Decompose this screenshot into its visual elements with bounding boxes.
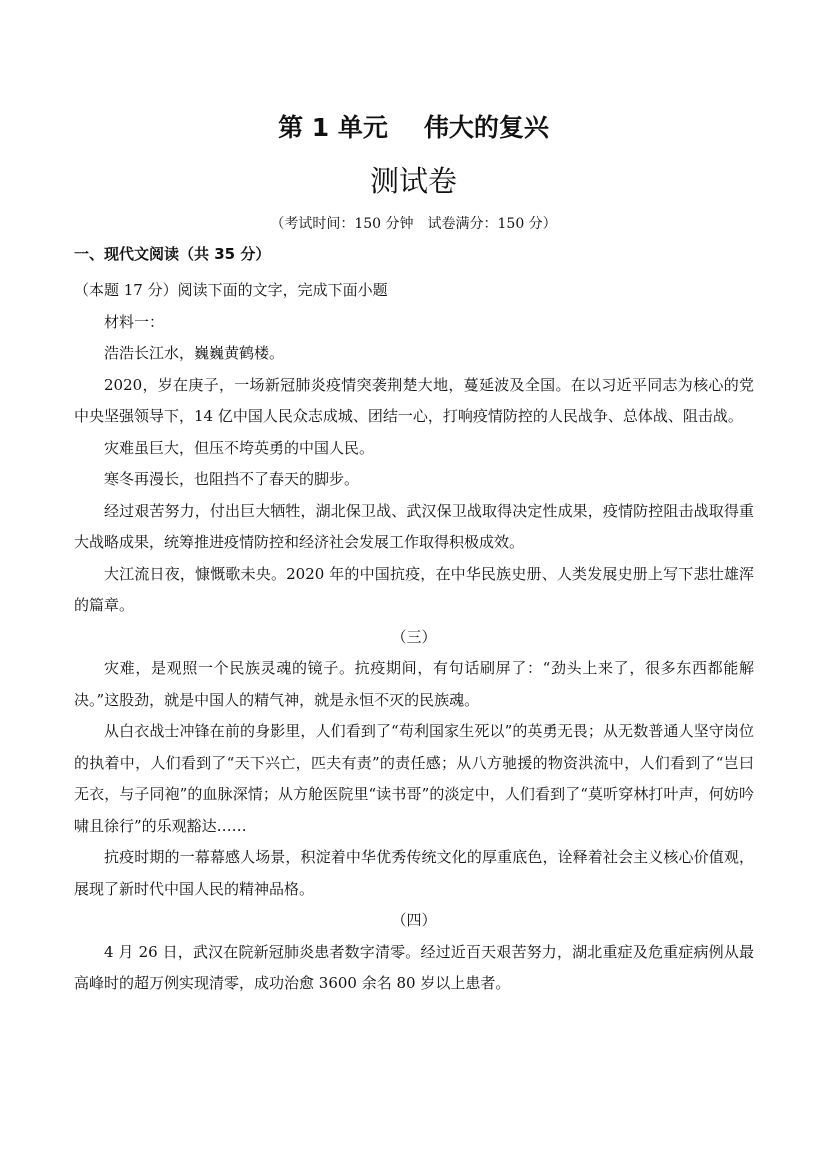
section-3-heading: （三） xyxy=(391,627,437,646)
paragraph: 灾难，是观照一个民族灵魂的镜子。抗疫期间，有句话刷屏了：“劲头上来了，很多东西都能解决。”这股劲，就是中国人的精气神，就是永恒不灭的民族魂。 xyxy=(74,659,754,709)
exam-score: 试卷满分：150 分） xyxy=(427,216,557,232)
paragraph: 2020，岁在庚子，一场新冠肺炎疫情突袭荆楚大地，蔓延波及全国。在以习近平同志为核心的党中央坚强领导下，14 亿中国人民众志成城、团结一心，打响疫情防控的人民战争、总体战、阻击战。 xyxy=(74,375,754,425)
paragraph: 灾难虽巨大，但压不垮英勇的中国人民。 xyxy=(104,438,375,457)
unit-name: 伟大的复兴 xyxy=(423,113,549,142)
paragraph: 大江流日夜，慷慨歌未央。2020 年的中国抗疫，在中华民族史册、人类发展史册上写下悲壮雄浑的篇章。 xyxy=(74,564,754,614)
unit-number: 第 1 单元 xyxy=(278,113,388,142)
section-heading: 一、现代文阅读（共 35 分） xyxy=(74,245,271,263)
paragraph: 寒冬再漫长，也阻挡不了春天的脚步。 xyxy=(104,470,360,488)
paragraph: 4 月 26 日，武汉在院新冠肺炎患者数字清零。经过近百天艰苦努力，湖北重症及危重症病例从最高峰时的超万例实现清零，成功治愈 3600 余名 80 岁以上患者。 xyxy=(74,942,754,992)
exam-info xyxy=(0,213,827,233)
paragraph: 经过艰苦努力，付出巨大牺牲，湖北保卫战、武汉保卫战取得决定性成果，疫情防控阻击战取得重大战略成果，统筹推进疫情防控和经济社会发展工作取得积极成效。 xyxy=(74,501,754,551)
section-4-heading: （四） xyxy=(391,911,437,929)
material-label: 材料一： xyxy=(104,312,165,331)
paragraph: 浩浩长江水，巍巍黄鹤楼。 xyxy=(104,344,285,362)
reading-passage xyxy=(74,275,754,1000)
unit-title xyxy=(0,108,827,144)
paragraph: 抗疫时期的一幕幕感人场景，积淀着中华优秀传统文化的厚重底色，诠释着社会主义核心价值观，展现了新时代中国人民的精神品格。 xyxy=(74,848,754,898)
exam-time: （考试时间：150 分钟 xyxy=(270,216,414,232)
paragraph: 从白衣战士冲锋在前的身影里，人们看到了“苟利国家生死以”的英勇无畏；从无数普通人坚守岗位的执着中，人们看到了“天下兴亡，匹夫有责”的责任感；从八方驰援的物资洪流中，人们看到了“岂曰无衣，与子同袍”的血脉深情；从方舱医院里“读书哥”的淡定中，人们看到了“莫听穿林打叶声，何妨吟啸且徐行”的乐观豁达…… xyxy=(74,722,754,835)
question-intro: （本题 17 分）阅读下面的文字，完成下面小题 xyxy=(74,281,388,299)
test-subtitle: 测试卷 xyxy=(369,164,457,198)
